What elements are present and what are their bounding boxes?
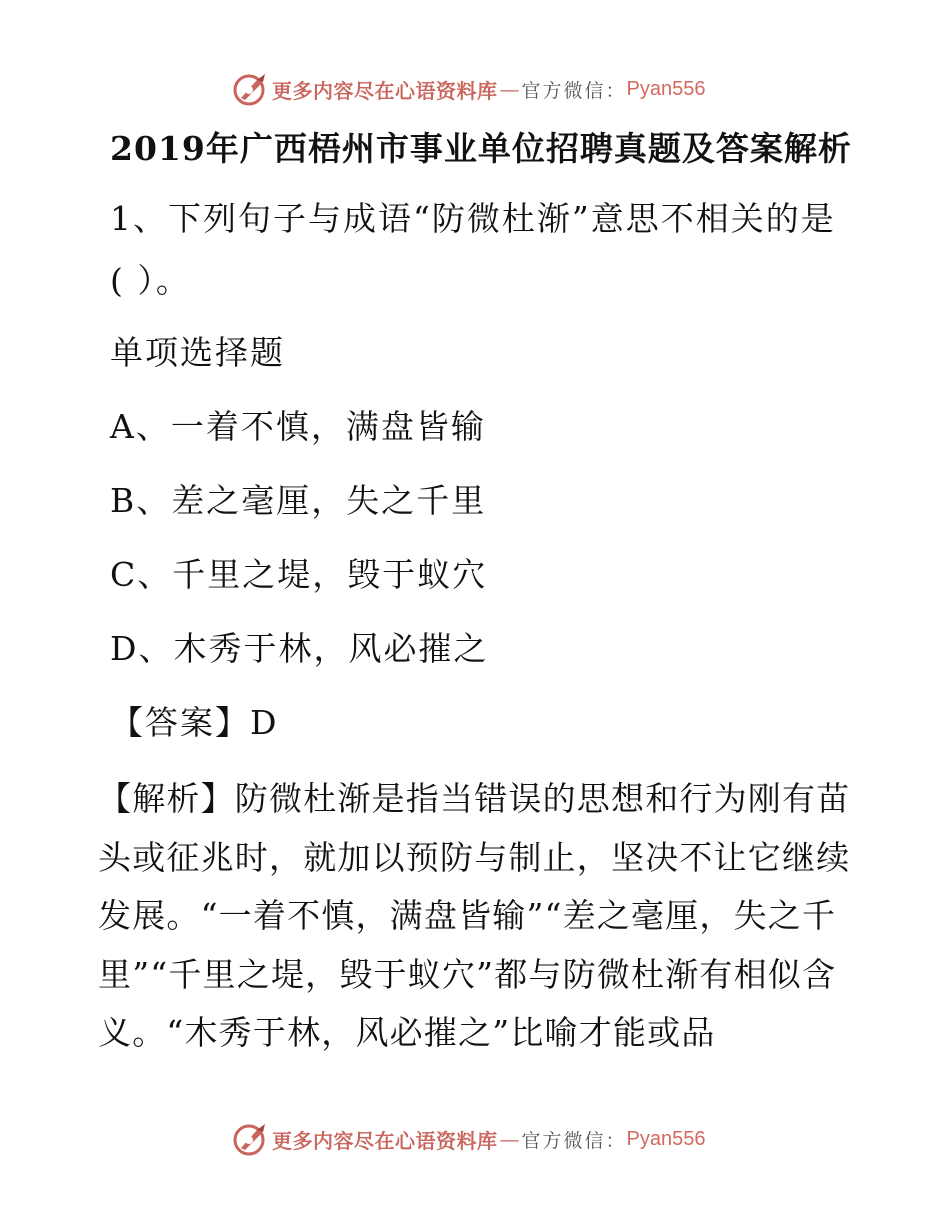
- watermark-banner-top: [232, 70, 705, 108]
- watermark-wechat-id: Pyan556: [626, 1127, 706, 1150]
- watermark-text: 更多内容尽在心语资料库: [272, 1128, 498, 1153]
- watermark-banner-bottom: [232, 1120, 705, 1158]
- option-b: B、差之毫厘，失之千里: [110, 481, 487, 520]
- answer-line: 【答案】D: [110, 703, 279, 742]
- question-stem-line2: ( ）。: [110, 261, 191, 300]
- quill-logo-icon: [232, 1121, 268, 1157]
- question-stem-line1: 1、下列句子与成语“防微杜渐”意思不相关的是: [110, 199, 836, 238]
- document-title: 2019年广西梧州市事业单位招聘真题及答案解析: [110, 129, 852, 168]
- option-d: D、木秀于林，风必摧之: [110, 629, 489, 668]
- question-type: 单项选择题: [110, 333, 285, 372]
- watermark-wechat-id: Pyan556: [626, 77, 706, 100]
- watermark-text: 更多内容尽在心语资料库: [272, 78, 498, 103]
- watermark-label: 官方微信：: [521, 79, 627, 102]
- quill-logo-icon: [232, 71, 268, 107]
- watermark-dash: —: [499, 77, 520, 101]
- watermark-dash: —: [499, 1127, 520, 1151]
- option-a: A、一着不慎，满盘皆输: [110, 407, 486, 446]
- analysis-paragraph: 【解析】防微杜渐是指当错误的思想和行为刚有苗头或征兆时，就加以预防与制止，坚决不让它继续发展。“一着不慎，满盘皆输”“差之毫厘，失之千里”“千里之堤，毁于蚁穴”都与防微杜渐有相似含义。“木秀于林，风必摧之”比喻才能或品: [98, 779, 851, 1052]
- watermark-label: 官方微信：: [521, 1129, 627, 1152]
- option-c: C、千里之堤，毁于蚁穴: [110, 555, 488, 594]
